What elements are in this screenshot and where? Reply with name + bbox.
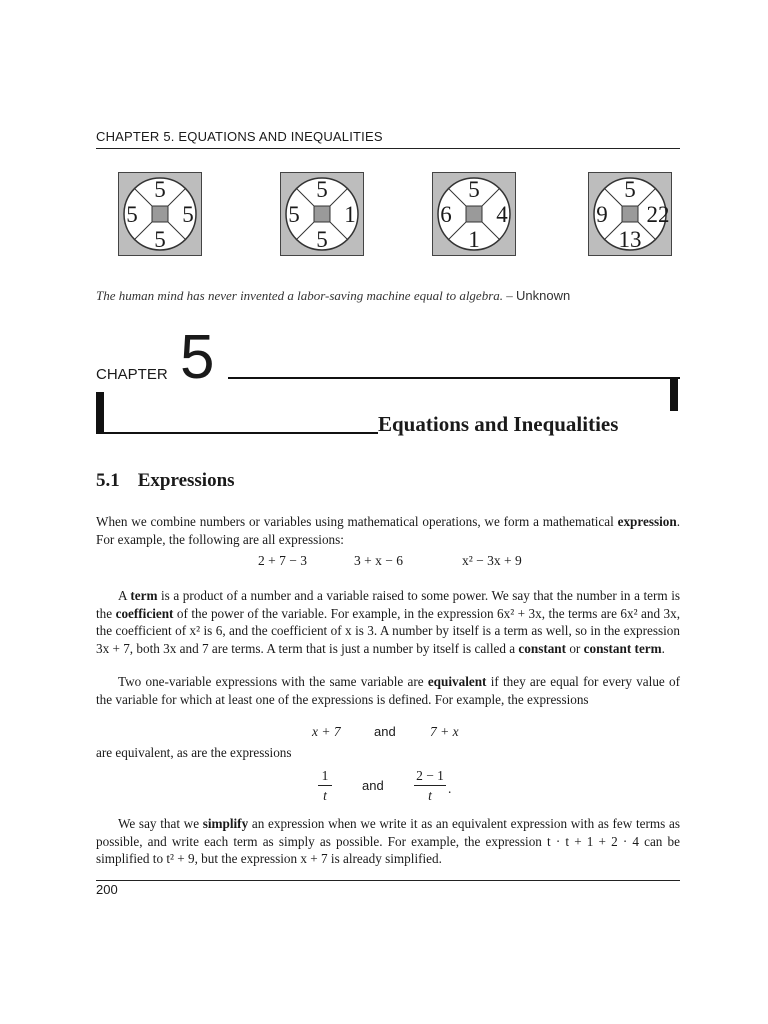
expr-example-1: 2 + 7 − 3 <box>258 553 307 568</box>
epigraph-quote <box>96 288 570 304</box>
term-constant: constant <box>518 640 567 656</box>
eq2-right-fraction <box>414 768 446 803</box>
paragraph-term-definition <box>96 587 680 657</box>
puzzle-3-bottom: 1 <box>468 227 480 252</box>
puzzle-2-left: 5 <box>288 202 300 227</box>
term-expression: expression <box>617 514 677 529</box>
eq1-right: 7 + x <box>430 724 459 739</box>
p3-text-b: if they are equal for every value of the variable for which at least one of the expressions is defined. For example, the expressions <box>96 674 680 707</box>
term-equivalent: equivalent <box>427 674 487 689</box>
quote-author: Unknown <box>516 288 571 303</box>
fraction-bar <box>318 785 332 786</box>
eq2-left-denominator: t <box>323 788 327 803</box>
eq2-right-numerator: 2 − 1 <box>416 768 444 783</box>
paragraph-equivalent-also: are equivalent, as are the expressions <box>96 745 292 760</box>
term-constant-term: constant term <box>583 640 662 656</box>
term-coefficient: coefficient <box>115 605 174 621</box>
footer-rule <box>96 880 680 881</box>
chapter-top-rule <box>228 377 680 379</box>
puzzle-4-bottom: 13 <box>618 227 642 252</box>
term-simplify: simplify <box>202 816 249 831</box>
puzzle-3-top: 5 <box>468 177 480 202</box>
paragraph-simplify <box>96 815 680 868</box>
puzzle-2-bottom: 5 <box>316 227 328 252</box>
puzzle-square-4 <box>588 172 672 256</box>
eq2-and: and <box>362 778 384 793</box>
p5-text-a: We say that we <box>118 816 203 831</box>
section-heading <box>96 470 235 492</box>
puzzle-square-3 <box>432 172 516 256</box>
chapter-left-bar <box>96 392 104 434</box>
eq2-left-fraction <box>318 768 332 803</box>
p2-text-c: of the power of the variable. For example, in the expression 6x² + 3x, the terms are 6x² and 3x, the coefficient of x² is 6, and the coefficient of x is 3. A number by itself is a term as well, so in the expression 3x + 7, both 3x and 7 are terms. A term that is just a number by itself is called a <box>96 605 681 656</box>
expr-example-2: 3 + x − 6 <box>354 553 403 568</box>
running-head: CHAPTER 5. EQUATIONS AND INEQUALITIES <box>96 129 383 144</box>
p1-text-a: When we combine numbers or variables using mathematical operations, we form a mathematical <box>96 514 618 529</box>
p5-text-b: an expression when we write it as an equivalent expression with as few terms as possible, and write each term as simply as possible. For example, the expression t · t + 1 + 2 · 4 can be simplified to t² + 9, but the expression x + 7 is already simplified. <box>96 816 680 866</box>
puzzle-4-left: 9 <box>596 202 608 227</box>
chapter-number: 5 <box>180 323 215 392</box>
p2-text-e: . <box>661 640 665 656</box>
p2-text-a: A <box>118 588 131 603</box>
eq1-and: and <box>374 724 396 739</box>
eq2-right-denominator: t <box>428 788 432 803</box>
term-term: term <box>130 588 158 603</box>
puzzle-square-2 <box>280 172 364 256</box>
puzzle-1-top: 5 <box>154 177 166 202</box>
eq2-left-numerator: 1 <box>321 768 329 783</box>
p1-text-b: . For example, the following are all expressions: <box>96 514 680 547</box>
eq1-left: x + 7 <box>312 724 341 739</box>
header-rule <box>96 148 680 149</box>
puzzle-1-left: 5 <box>126 202 138 227</box>
p2-text-d: or <box>566 640 584 656</box>
chapter-title: Equations and Inequalities <box>378 412 619 436</box>
puzzle-1-bottom: 5 <box>154 227 166 252</box>
puzzle-strip <box>96 172 680 256</box>
chapter-label: CHAPTER <box>96 366 168 383</box>
chapter-right-bar <box>670 377 678 411</box>
paragraph-equivalent <box>96 673 680 708</box>
puzzle-3-right: 4 <box>496 202 508 227</box>
quote-dash: – <box>503 288 517 303</box>
paragraph-expressions-intro <box>96 513 680 548</box>
quote-text: The human mind has never invented a labor-saving machine equal to algebra. <box>96 288 504 303</box>
p2-text-b: is a product of a number and a variable raised to some power. We say that the number in a term is the <box>96 588 680 621</box>
section-number: 5.1 <box>96 470 120 491</box>
puzzle-2-right: 1 <box>344 202 356 227</box>
puzzle-1-right: 5 <box>182 202 194 227</box>
p3-text-a: Two one-variable expressions with the same variable are <box>118 674 428 689</box>
section-title: Expressions <box>137 470 235 491</box>
chapter-bottom-rule <box>96 432 378 434</box>
page-number: 200 <box>96 882 118 897</box>
puzzle-4-right: 22 <box>646 202 670 227</box>
eq2-period: . <box>448 781 452 796</box>
puzzle-3-left: 6 <box>440 202 452 227</box>
puzzle-4-top: 5 <box>624 177 636 202</box>
fraction-bar <box>414 785 446 786</box>
expr-example-3: x² − 3x + 9 <box>462 553 522 568</box>
puzzle-2-top: 5 <box>316 177 328 202</box>
puzzle-square-1 <box>118 172 202 256</box>
